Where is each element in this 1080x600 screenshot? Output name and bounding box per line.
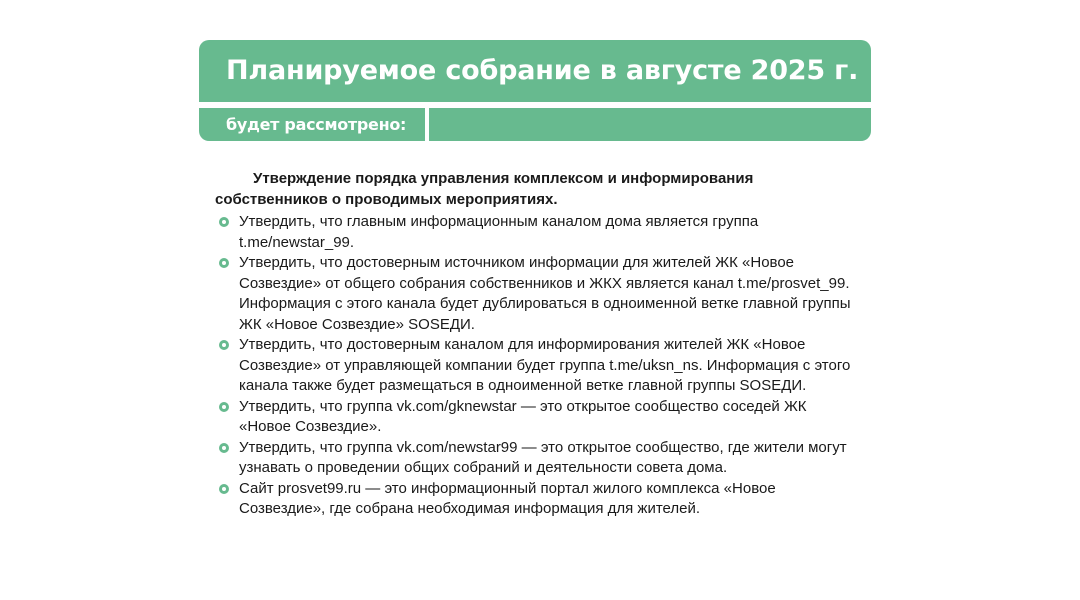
list-item-text: Утвердить, что главным информационным каналом дома является группа t.me/newstar_99.: [239, 213, 759, 251]
agenda-lead: Утверждение порядка управления комплексом и информирования собственников о проводимых мероприятиях.: [215, 170, 754, 208]
subtitle-banner: [199, 108, 871, 141]
subtitle-empty-cell: [429, 108, 871, 141]
list-item: [215, 479, 855, 520]
page-title: Планируемое собрание в августе 2025 г.: [226, 55, 859, 86]
ring-bullet-icon: [219, 340, 229, 350]
agenda-content: [215, 169, 855, 520]
list-item: [215, 253, 855, 335]
list-item-text: Утвердить, что достоверным источником информации для жителей ЖК «Новое Созвездие» от общего собрания собственников и ЖКХ является канал t.me/prosvet_99. Информация с этого канала будет дублироваться в одноименной ветке главной группы ЖК «Новое Созвездие» SOSЕДИ.: [239, 254, 851, 333]
ring-bullet-icon: [219, 443, 229, 453]
title-banner: [199, 40, 871, 102]
list-item: [215, 397, 855, 438]
list-item: [215, 212, 855, 253]
subtitle-label: будет рассмотрено:: [226, 115, 407, 134]
ring-bullet-icon: [219, 402, 229, 412]
ring-bullet-icon: [219, 217, 229, 227]
list-item-text: Утвердить, что группа vk.com/newstar99 — это открытое сообщество, где жители могут узнавать о проведении общих собраний и деятельности совета дома.: [239, 438, 847, 476]
list-item-text: Сайт prosvet99.ru — это информационный портал жилого комплекса «Новое Созвездие», где собрана необходимая информация для жителей.: [239, 479, 776, 517]
list-item: [215, 335, 855, 397]
ring-bullet-icon: [219, 258, 229, 268]
subtitle-cell: [199, 108, 425, 141]
list-item-text: Утвердить, что достоверным каналом для информирования жителей ЖК «Новое Созвездие» от управляющей компании будет группа t.me/uksn_ns. Информация с этого канала также будет размещаться в одноименной ветке главной группы SOSЕДИ.: [239, 336, 851, 394]
list-item-text: Утвердить, что группа vk.com/gknewstar — это открытое сообщество соседей ЖК «Новое Созвездие».: [239, 397, 807, 435]
list-item: [215, 438, 855, 479]
ring-bullet-icon: [219, 484, 229, 494]
agenda-list: [215, 212, 855, 520]
